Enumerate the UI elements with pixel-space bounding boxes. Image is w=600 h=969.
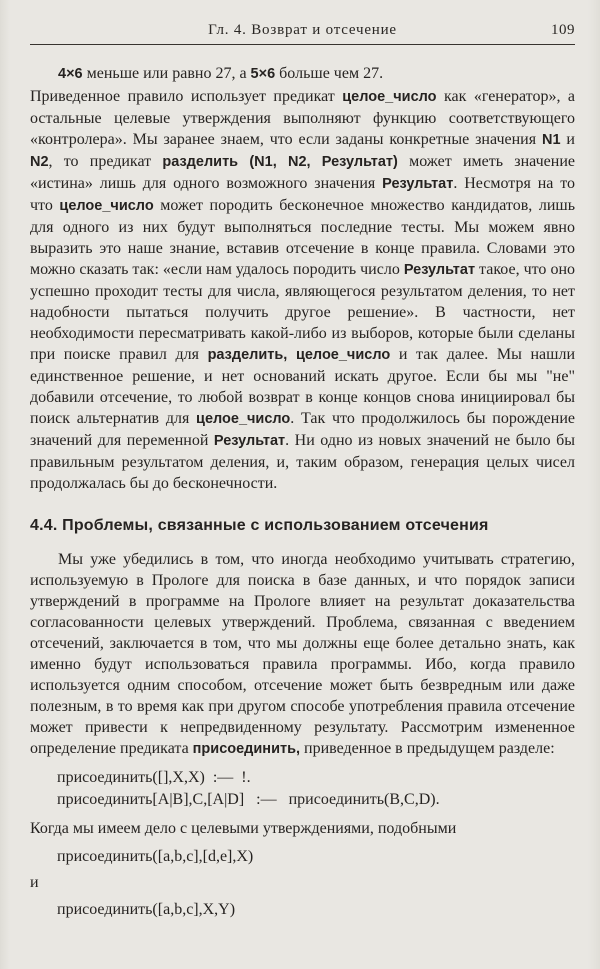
section-heading: 4.4. Проблемы, связанные с использованием отсечения [30,517,489,534]
text-run: приведенное в предыдущем разделе: [300,740,555,757]
text-run: может иметь значение «истина» лишь для одного возможного значения [30,153,575,192]
bold-term: Результат [403,262,476,278]
paragraph [30,86,575,494]
bold-term: целое_число [342,89,437,105]
text-run: больше чем 27. [275,65,384,82]
bold-term: N2 [30,154,49,170]
text-run: и так далее. Мы нашли единственное решение, и нет оснований искать другое. Если бы мы "не" добавили отсечение, то любой возврат в конце концов снова инициировал бы поиск альтернатив для [30,346,576,427]
code-line: присоединить([a,b,c],X,Y) [57,901,236,918]
bold-term: разделить, целое_число [207,347,391,363]
bold-term: 5×6 [250,66,276,82]
code-line: присоединить([a,b,c],[d,e],X) [57,848,254,865]
text-run: Когда мы имеем дело с целевыми утверждениями, подобными [30,820,457,837]
paragraph [30,549,575,760]
page-number: 109 [551,22,575,38]
code-line: присоединить([],X,X) :— !. [57,769,251,786]
text-run: Мы уже убедились в том, что иногда необходимо учитывать стратегию, используемую в Прологе для поиска в базе данных, и что порядок записи утверждений в программе на Прологе влияет на результат доказательства согласованности целевых утверждений. Проблема, связанная с введением отсечений, заключается в том, что мы должны еще более детально знать, как именно будут использоваться правила программы. Ибо, когда правило используется одним способом, отсечение может быть безвредным или даже полезным, в то время как при другом способе употребления правила отсечение может привести к непредвиденному результату. Рассмотрим измененное определение предиката [30,551,575,757]
bold-term: Результат [382,176,454,192]
text-run: , то предикат [48,153,163,170]
bold-term: N1 [541,132,561,148]
bold-term: целое_число [59,198,154,214]
chapter-running-title: Гл. 4. Возврат и отсечение [208,22,397,38]
code-line: присоединить[A|B],C,[A|D] :— присоединить(B,C,D). [57,791,440,808]
bold-term: целое_число [196,411,291,427]
paragraph [30,63,575,85]
bold-term: присоединить, [192,741,301,757]
text-run: Приведенное правило использует предикат [30,88,343,105]
text-run: . Так что продолжилось бы порождение значений для переменной [30,410,575,449]
text-line: и [30,874,39,891]
page-body [30,63,575,920]
text-run: . Ни одно из новых значений не было бы правильным результатом деления, и, таким образом, генерация целых чисел продолжалась бы до бесконечности. [30,432,576,492]
text-run: такое, что оно успешно проходит тесты для числа, являющегося результатом деления, то нет надобности пытаться получить другое решение». В частности, нет необходимости пересматривать какой-либо из выборов, которые были сделаны при поиске правил для [30,261,576,363]
page-header [30,20,575,40]
header-rule [30,44,575,45]
text-run: как «генератор», а остальные целевые утверждения выполняют функцию соответствующего «контролера». Мы заранее знаем, что если заданы конкретные значения [30,88,575,148]
bold-term: разделить (N1, N2, Результат) [162,154,398,170]
bold-term: 4×6 [58,66,83,82]
text-run: . Несмотря на то что [30,175,576,214]
text-run: и [560,131,575,148]
text-run: может породить бесконечное множество кандидатов, лишь для одного из них будут выполняться последние тесты. Мы можем явно выразить это наше знание, вставив отсечение в конце правила. Словами это можно сказать так: «если нам удалось породить число [30,197,576,278]
paragraph [30,818,575,839]
text-run: меньше или равно 27, а [82,65,251,82]
bold-term: Результат [213,433,286,449]
